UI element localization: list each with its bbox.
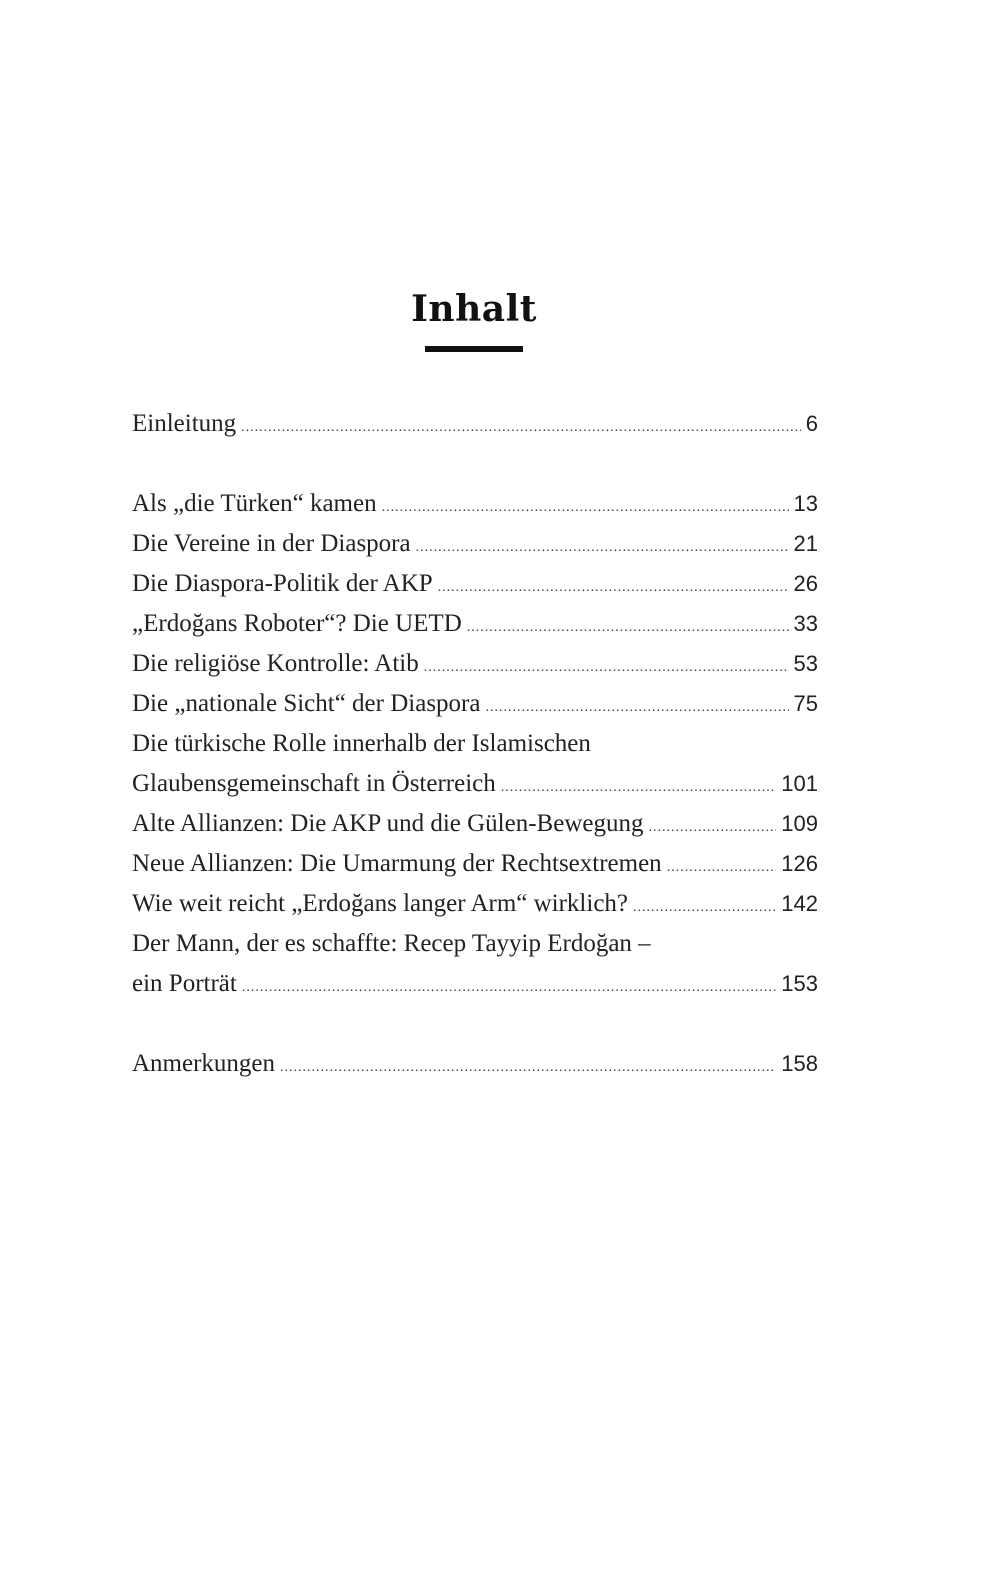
leader-dots — [633, 888, 776, 928]
toc-entry-label: Einleitung — [132, 410, 237, 437]
leader-dots — [501, 768, 777, 808]
leader-dots — [242, 968, 776, 1008]
toc-entry-page: 26 — [793, 571, 818, 596]
toc-entry — [132, 764, 818, 804]
toc-entry-page: 75 — [793, 691, 818, 716]
leader-dots — [382, 488, 789, 528]
toc-entry-label: Die Vereine in der Diaspora — [132, 530, 411, 557]
toc-entry-label: ein Porträt — [132, 970, 237, 997]
toc-entry-label: Alte Allianzen: Die AKP und die Gülen-Bewegung — [132, 810, 644, 837]
toc-entry — [132, 604, 818, 644]
title-underline — [425, 346, 523, 352]
toc-entry-label: Anmerkungen — [132, 1050, 276, 1077]
page-title: Inhalt — [411, 288, 537, 330]
leader-dots — [241, 408, 801, 448]
toc-entry-page: 142 — [781, 891, 818, 916]
leader-dots — [467, 608, 789, 648]
toc-entry-label: Die Diaspora-Politik der AKP — [132, 570, 433, 597]
toc-entry — [132, 804, 818, 844]
toc-entry-page: 6 — [805, 411, 818, 436]
toc-entry-label: Der Mann, der es schaffte: Recep Tayyip Erdoğan – — [132, 930, 651, 957]
leader-dots — [416, 528, 789, 568]
toc-entry-line1 — [132, 724, 818, 764]
toc-entry — [132, 844, 818, 884]
section-gap — [132, 1004, 818, 1044]
section-gap — [132, 444, 818, 484]
toc-entry-label: „Erdoğans Roboter“? Die UETD — [132, 610, 462, 637]
toc-entry-intro — [132, 404, 818, 444]
toc-entry — [132, 684, 818, 724]
leader-dots — [648, 808, 776, 848]
toc-entry-page: 53 — [793, 651, 818, 676]
toc-entry — [132, 484, 818, 524]
leader-dots — [280, 1048, 776, 1088]
toc-entry-page: 101 — [781, 771, 818, 796]
toc-entry — [132, 564, 818, 604]
toc-entry — [132, 524, 818, 564]
toc-entry-label: Die religiöse Kontrolle: Atib — [132, 650, 419, 677]
toc-entry-label: Glaubensgemeinschaft in Österreich — [132, 770, 496, 797]
toc-entry-label: Die türkische Rolle innerhalb der Islamischen — [132, 730, 591, 757]
toc-entry-page: 13 — [793, 491, 818, 516]
toc-entry-label: Neue Allianzen: Die Umarmung der Rechtsextremen — [132, 850, 662, 877]
toc-entry-line1 — [132, 924, 818, 964]
toc-entry — [132, 884, 818, 924]
toc-entry-page: 153 — [781, 971, 818, 996]
toc-entry-page: 21 — [793, 531, 818, 556]
toc-entry-page: 158 — [781, 1051, 818, 1076]
toc-entry-label: Als „die Türken“ kamen — [132, 490, 377, 517]
toc-entry-label: Die „nationale Sicht“ der Diaspora — [132, 690, 481, 717]
leader-dots — [424, 648, 789, 688]
toc-entry — [132, 964, 818, 1004]
toc-entry-page: 126 — [781, 851, 818, 876]
leader-dots — [438, 568, 789, 608]
toc-entry — [132, 644, 818, 684]
toc-entry-label: Wie weit reicht „Erdoğans langer Arm“ wirklich? — [132, 890, 629, 917]
toc-entry-page: 109 — [781, 811, 818, 836]
table-of-contents — [132, 404, 818, 1084]
leader-dots — [667, 848, 777, 888]
toc-entry-page: 33 — [793, 611, 818, 636]
toc-entry-notes — [132, 1044, 818, 1084]
leader-dots — [485, 688, 788, 728]
